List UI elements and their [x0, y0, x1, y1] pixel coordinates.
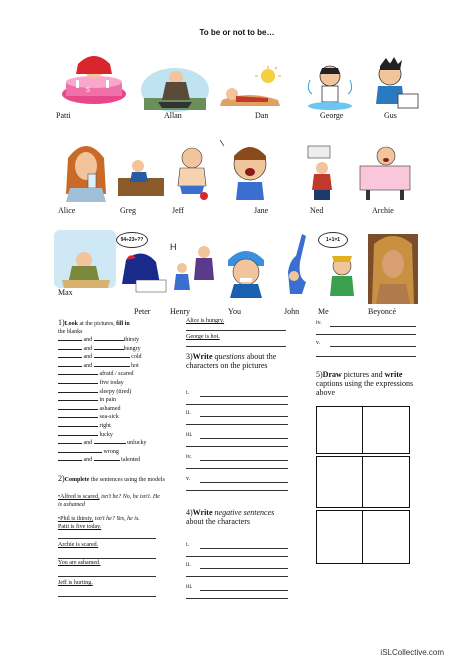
- drawing-box[interactable]: [316, 510, 364, 564]
- answer-line[interactable]: [330, 346, 416, 347]
- mid-sentence: Alice is hungry.: [186, 318, 225, 324]
- answer-line[interactable]: [58, 576, 156, 577]
- drawing-box[interactable]: [362, 406, 410, 454]
- fill-line: and hungry: [58, 345, 184, 354]
- blank[interactable]: [58, 435, 98, 436]
- answer-line[interactable]: [186, 330, 286, 331]
- svg-text:5: 5: [86, 87, 90, 94]
- fill-line: and thirsty: [58, 336, 184, 345]
- fill-line: wrong: [58, 448, 184, 457]
- answer-line[interactable]: [58, 538, 156, 539]
- answer-line[interactable]: [186, 424, 288, 425]
- exercise-3-item: iv.: [186, 454, 192, 460]
- picture-patti: [56, 54, 132, 110]
- answer-line[interactable]: [186, 598, 288, 599]
- name-label: Ned: [310, 206, 324, 215]
- fill-line: sleepy (tired): [58, 388, 184, 397]
- blank[interactable]: [94, 366, 130, 367]
- name-label: Patti: [56, 111, 71, 120]
- answer-line[interactable]: [58, 558, 156, 559]
- exercise-2-model-2: •Phil is thirsty, isn't he? Yes, he is.: [58, 516, 140, 522]
- picture-max: [54, 230, 116, 288]
- fill-line: lucky: [58, 431, 184, 440]
- name-label: George: [320, 111, 344, 120]
- answer-line[interactable]: [200, 438, 288, 439]
- blank[interactable]: [94, 357, 130, 358]
- fill-line: and cold: [58, 353, 184, 362]
- exercise-3-item: i.: [186, 390, 190, 396]
- blank[interactable]: [58, 426, 98, 427]
- fill-line: and talented: [58, 456, 184, 465]
- picture-henry: [166, 240, 222, 298]
- drawing-box[interactable]: [316, 406, 364, 454]
- blank[interactable]: [58, 460, 82, 461]
- name-label: Greg: [120, 206, 136, 215]
- name-label: Gus: [384, 111, 397, 120]
- picture-ned: [302, 144, 348, 202]
- blank[interactable]: [58, 400, 98, 401]
- answer-line[interactable]: [200, 482, 288, 483]
- blank[interactable]: [58, 392, 98, 393]
- answer-line[interactable]: [316, 334, 416, 335]
- name-label: Max: [58, 288, 73, 297]
- exercise-1-heading: 1)Look at the pictures, fill in the blanks: [58, 318, 130, 335]
- blank[interactable]: [94, 460, 120, 461]
- exercise-4-item: ii.: [186, 562, 191, 568]
- exercise-2-model-1: •Alfred is scared, isn't he? No, he isn't. He is ashamed: [58, 494, 160, 508]
- answer-line[interactable]: [186, 346, 286, 347]
- exercise-2-item: Archie is scared.: [58, 542, 99, 548]
- answer-line[interactable]: [200, 568, 288, 569]
- exercise-2-item: Jeff is hurting.: [58, 580, 93, 586]
- name-label: Archie: [372, 206, 394, 215]
- fill-line: and hot: [58, 362, 184, 371]
- blank[interactable]: [58, 349, 82, 350]
- exercise-2-heading: 2)Complete the sentences using the models: [58, 474, 165, 483]
- answer-line[interactable]: [186, 490, 288, 491]
- blank[interactable]: [58, 409, 98, 410]
- blank[interactable]: [94, 340, 124, 341]
- blank[interactable]: [94, 443, 126, 444]
- exercise-4-item: v.: [316, 340, 321, 346]
- name-label: Allan: [164, 111, 182, 120]
- picture-george: [300, 60, 360, 112]
- blank[interactable]: [58, 383, 98, 384]
- name-label: You: [228, 307, 241, 316]
- picture-alice: [58, 138, 114, 202]
- exercise-2-item: You are ashamed.: [58, 560, 101, 566]
- fill-line: sea-sick: [58, 413, 184, 422]
- exercise-2-model-3: Patti is five today.: [58, 524, 102, 530]
- exercise-3-heading: 3)Write questions about the characters on the pictures: [186, 352, 277, 370]
- name-label: Jane: [254, 206, 269, 215]
- picture-peter: [116, 250, 170, 296]
- page-title: To be or not to be…: [199, 28, 275, 37]
- fill-line: in pain: [58, 396, 184, 405]
- name-label: John: [284, 307, 300, 316]
- exercise-4-item: i.: [186, 542, 190, 548]
- exercise-5-heading: 5)Draw pictures and write captions using the expressions above: [316, 370, 414, 397]
- answer-line[interactable]: [200, 548, 288, 549]
- blank[interactable]: [58, 374, 98, 375]
- picture-allan: [140, 60, 210, 114]
- answer-line[interactable]: [200, 590, 288, 591]
- blank[interactable]: [58, 340, 82, 341]
- name-label: Henry: [170, 307, 190, 316]
- picture-greg: [116, 150, 166, 202]
- name-label: Peter: [134, 307, 151, 316]
- drawing-box[interactable]: [316, 456, 364, 508]
- exercise-4-heading: 4)Write negative sentences about the characters: [186, 508, 275, 526]
- exercise-3-item: ii.: [186, 410, 191, 416]
- answer-line[interactable]: [330, 326, 416, 327]
- answer-line[interactable]: [200, 396, 288, 397]
- name-label: Beyoncé: [368, 307, 396, 316]
- answer-line[interactable]: [186, 468, 288, 469]
- fill-line: afraid / scared: [58, 370, 184, 379]
- picture-jeff: [166, 142, 218, 202]
- mid-sentence: George is hot.: [186, 334, 220, 340]
- answer-line[interactable]: [186, 556, 288, 557]
- blank[interactable]: [58, 366, 82, 367]
- name-label: Alice: [58, 206, 76, 215]
- drawing-box[interactable]: [362, 510, 410, 564]
- answer-line[interactable]: [316, 356, 416, 357]
- fill-line: right: [58, 422, 184, 431]
- svg-text:H: H: [170, 242, 177, 252]
- blank[interactable]: [94, 349, 124, 350]
- drawing-box[interactable]: [362, 456, 410, 508]
- exercise-4-item: iv.: [316, 320, 322, 326]
- exercise-3-item: iii.: [186, 432, 193, 438]
- picture-you: [220, 242, 272, 298]
- answer-line[interactable]: [200, 460, 288, 461]
- picture-jane: [218, 138, 280, 200]
- exercise-4-item: iii.: [186, 584, 193, 590]
- name-label: Me: [318, 307, 329, 316]
- blank[interactable]: [58, 452, 102, 453]
- exercise-1-list: [58, 336, 184, 465]
- picture-dan: [218, 66, 290, 110]
- blank[interactable]: [58, 443, 82, 444]
- blank[interactable]: [58, 357, 82, 358]
- answer-line[interactable]: [186, 446, 288, 447]
- answer-line[interactable]: [186, 576, 288, 577]
- picture-beyonce: [368, 234, 418, 304]
- picture-gus: [362, 56, 422, 112]
- footer-watermark: iSLCollective.com: [380, 648, 444, 657]
- exercise-3-item: v.: [186, 476, 191, 482]
- blank[interactable]: [58, 417, 98, 418]
- picture-me: [318, 250, 366, 298]
- answer-line[interactable]: [186, 404, 288, 405]
- answer-line[interactable]: [200, 416, 288, 417]
- thought-bubble: 1+1=1: [318, 232, 348, 248]
- fill-line: ashamed: [58, 405, 184, 414]
- fill-line: and unlucky: [58, 439, 184, 448]
- picture-archie: [356, 140, 414, 202]
- name-label: Dan: [255, 111, 269, 120]
- picture-john: [276, 232, 320, 298]
- name-label: Jeff: [172, 206, 184, 215]
- fill-line: five today: [58, 379, 184, 388]
- thought-bubble: 94÷23÷??: [116, 232, 148, 248]
- answer-line[interactable]: [58, 596, 156, 597]
